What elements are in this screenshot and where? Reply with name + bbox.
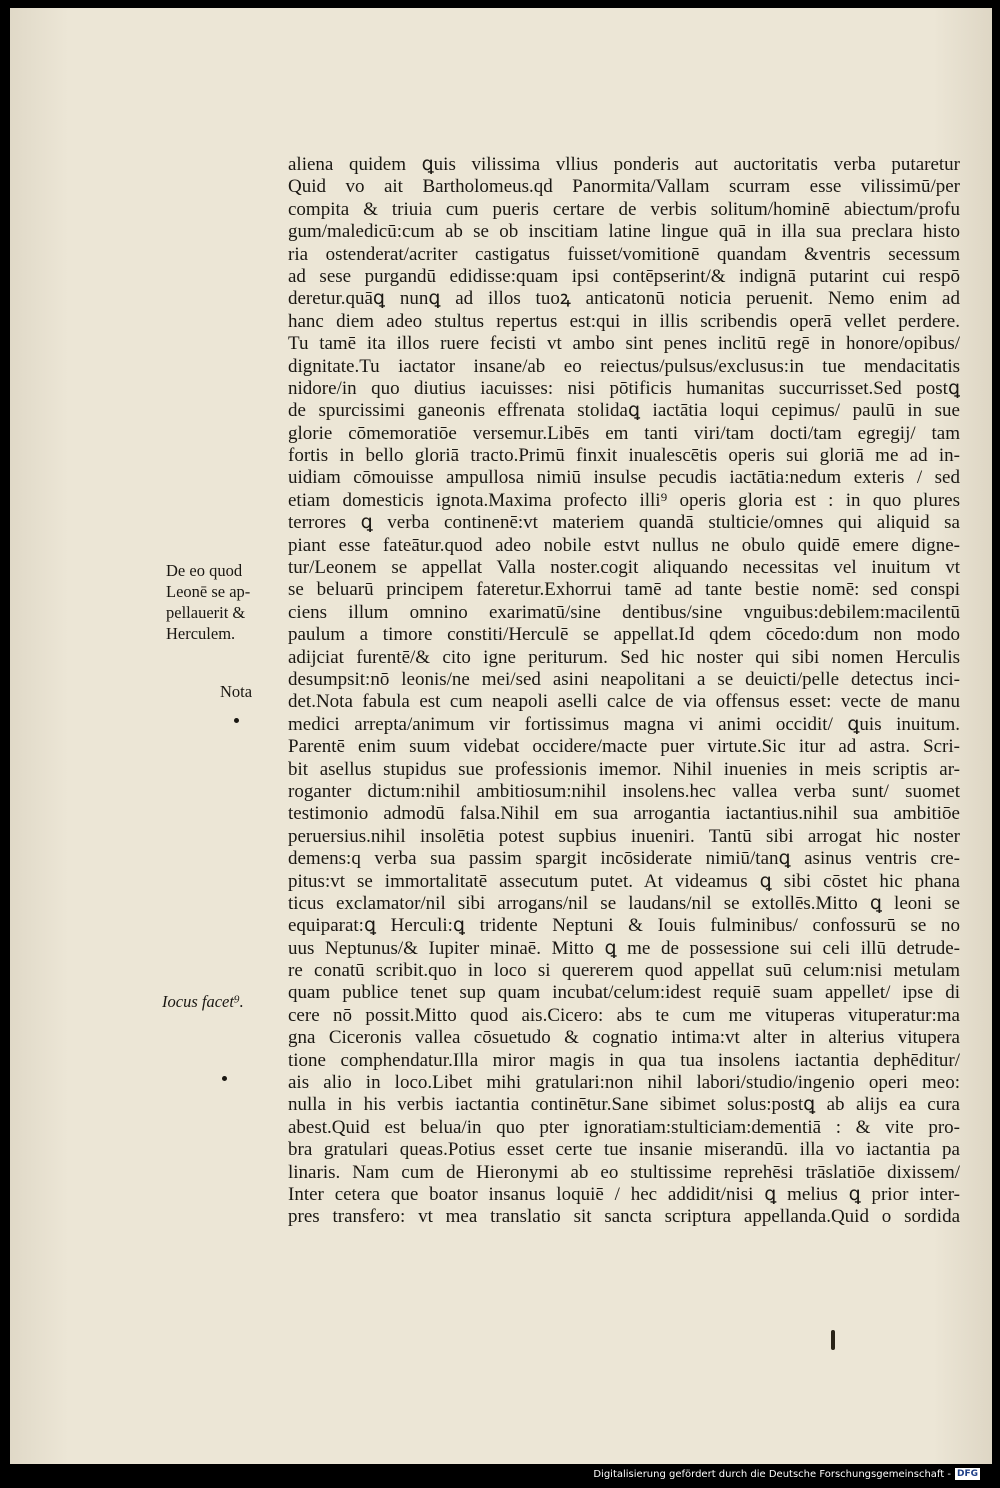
text-line: ticus exclamator/nil sibi arrogans/nil se laudans/nil se extollēs.Mitto ꝗ leoni se xyxy=(288,892,960,914)
text-line: ad sese purgandū edidisse:quam ipsi contēpserint/& indignā putarint cui respō xyxy=(288,265,960,287)
marginal-note-line: pellauerit & xyxy=(166,603,246,622)
footer-text: Digitalisierung gefördert durch die Deutsche Forschungsgemeinschaft - xyxy=(593,1468,951,1480)
text-line: hanc diem adeo stultus repertus est:qui in illis scribendis operā vellet perdere. xyxy=(288,310,960,332)
text-line: uus Neptunus/& Iupiter minaē. Mitto ꝗ me de possessione sui celi illū detrude- xyxy=(288,937,960,959)
marginal-note-leonem xyxy=(166,560,250,644)
text-line: uidiam cōmouisse ampullosa nimiū insulse pecudis iactātia:nedum exteris / sed xyxy=(288,467,960,489)
text-line: abest.Quid est belua/in quo pter ignoratiam:stulticiam:dementiā : & vite pro- xyxy=(288,1116,960,1138)
text-line: pres transfero: vt mea translatio sit sancta scriptura appellanda.Quid o sordida xyxy=(288,1206,960,1228)
text-line: demens:q verba sua passim spargit incōsiderate nimiū/tanꝗ asinus ventris cre- xyxy=(288,848,960,870)
marginal-note-iocus: Iocus facet⁹. xyxy=(162,992,244,1011)
text-line: Quid vo ait Bartholomeus.qd Panormita/Vallam scurram esse vilissimū/per xyxy=(288,176,960,198)
text-line: medici arrepta/animum vir fortissimus magna vi animi occidit/ ꝗuis inuitum. xyxy=(288,713,960,735)
text-line: nidore/in quo diutius iacuisses: nisi pōtificis humanitas succurrisset.Sed postꝗ xyxy=(288,377,960,399)
text-line: re conatū scribit.quo in loco si quererem quod appellat suū celum:nisi metulam xyxy=(288,960,960,982)
ink-dot xyxy=(222,1076,227,1081)
text-line: glorie cōmemoratiōe versemur.Libēs em tanti viri/tam docti/tam egregij/ tam xyxy=(288,422,960,444)
text-line: Parentē enim suum videbat occidere/macte puer virtute.Sic itur ad astra. Scri- xyxy=(288,736,960,758)
text-line: tione comphendatur.Illa miror magis in qua tua insolens iactantia dephēditur/ xyxy=(288,1049,960,1071)
text-line: pitus:vt se immortalitatē assecutum putet. At videamus ꝗ sibi cōstet hic phana xyxy=(288,870,960,892)
text-line: nulla in his verbis iactantia continētur.Sane sibimet solus:postꝗ ab alijs ea cura xyxy=(288,1094,960,1116)
text-line: peruersius.nihil insolētia potest supbius inueniri. Tantū sibi arrogat hic noster xyxy=(288,825,960,847)
text-line: adijciat furentē/& cito igne periturum. Sed hic noster qui sibi nomen Herculis xyxy=(288,646,960,668)
show-through-running-head xyxy=(388,126,498,152)
text-line: desumpsit:nō leonis/ne mei/sed asini neapolitani a se deuicti/pelle detectus inci- xyxy=(288,668,960,690)
text-line: roganter dictum:nihil ambitiosum:nihil insolens.hec vallea verba sunt/ suomet xyxy=(288,780,960,802)
text-line: paulum a timore constiti/Herculē se appellat.Id qdem cōcedo:dum non modo xyxy=(288,624,960,646)
marginal-note-line: De eo quod xyxy=(166,561,243,580)
text-line: Tu tamē ita illos ruere fecisti vt ambo sint penes inclitū regē in honore/opibus/ xyxy=(288,333,960,355)
text-line: tur/Leonem se appellat Valla noster.cogit aliquando necessitas vel inuitum vt xyxy=(288,557,960,579)
ink-stain xyxy=(831,1330,835,1350)
marginal-note-line: Leonē se ap- xyxy=(166,582,251,601)
text-line: piant esse fateātur.quod adeo nobile estvt nullus ne obulo quidē emere digne- xyxy=(288,534,960,556)
text-line: Inter cetera que boator insanus loquiē / hec addidit/nisi ꝗ melius ꝗ prior inter- xyxy=(288,1183,960,1205)
text-line: aliena quidem ꝗuis vilissima vllius ponderis aut auctoritatis verba putaretur xyxy=(288,154,960,175)
marginal-note-line: Herculem. xyxy=(166,624,236,643)
text-line: gna Ciceronis vallea cōsuetudo & cognatio intima:vt alter in alterius vitupera xyxy=(288,1027,960,1049)
digitization-footer xyxy=(593,1468,980,1480)
text-line: ciens illum omnino exarimatū/sine dentibus/sine vnguibus:debilem:macilentū xyxy=(288,601,960,623)
dfg-logo: DFG xyxy=(956,1469,978,1479)
text-line: linaris. Nam cum de Hieronymi ab eo stultissime reprehēsi trāslatiōe dixissem/ xyxy=(288,1161,960,1183)
main-text-block xyxy=(288,154,960,1229)
text-line: equiparat:ꝗ Herculi:ꝗ tridente Neptuni & Iouis fulminibus/ confossurū se no xyxy=(288,915,960,937)
marginal-note-nota: Nota xyxy=(220,682,253,701)
text-line: cere nō possit.Mitto quod ais.Cicero: abs te cum me vituperas vituperatur:ma xyxy=(288,1004,960,1026)
text-line: gum/maledicū:cum ab se ob inscitiam latine lingue quā in illa sua preclara histo xyxy=(288,221,960,243)
book-page xyxy=(10,8,992,1464)
text-line: ais alio in loco.Libet mihi gratulari:non nihil labori/studio/ingenio operi meo: xyxy=(288,1072,960,1094)
text-line: etiam domesticis ignota.Maxima profecto illi⁹ operis gloria est : in quo plures xyxy=(288,489,960,511)
text-line: det.Nota fabula est cum neapoli aselli calce de via offensus esset: vecte de manu xyxy=(288,691,960,713)
text-line: de spurcissimi ganeonis effrenata stolidaꝗ iactātia loqui cepimus/ paulū in sue xyxy=(288,400,960,422)
text-line: se beluarū principem fateretur.Exhorrui tamē ad tante bestie nomē: sed conspi xyxy=(288,579,960,601)
text-line: ria ostenderat/acriter castigatus fuisset/vomitionē quandam &ventris secessum xyxy=(288,243,960,265)
text-line: bra gratulari queas.Potius esset certe tue insanie miserandū. illa vo iactantia pa xyxy=(288,1139,960,1161)
text-line: compita & triuia cum pueris certare de verbis solitum/hominē abiectum/profu xyxy=(288,198,960,220)
text-line: bit asellus stupidus sue professionis imemor. Nihil inuenies in meis scriptis ar- xyxy=(288,758,960,780)
text-line: testimonio admodū falsa.Nihil em sua arrogantia iactantius.nihil sua ambitiōe xyxy=(288,803,960,825)
text-line: dignitate.Tu iactator insane/ab eo reiectus/pulsus/exclusus:in tue mendacitatis xyxy=(288,355,960,377)
ink-dot xyxy=(234,718,239,723)
text-line: fortis in bello gloriā tracto.Primū finxit inualescētis operis sui gloriā me ad in- xyxy=(288,445,960,467)
text-line: terrores ꝗ verba continenē:vt materiem quandā stulticie/omnes qui aliquid sa xyxy=(288,512,960,534)
text-line: quam publice tenet sup quam incubat/celum:idest requiē suam appellet/ ipse di xyxy=(288,982,960,1004)
text-line: deretur.quāꝗ nunꝗ ad illos tuoꝝ anticatonū noticia peruenit. Nemo enim ad xyxy=(288,288,960,310)
